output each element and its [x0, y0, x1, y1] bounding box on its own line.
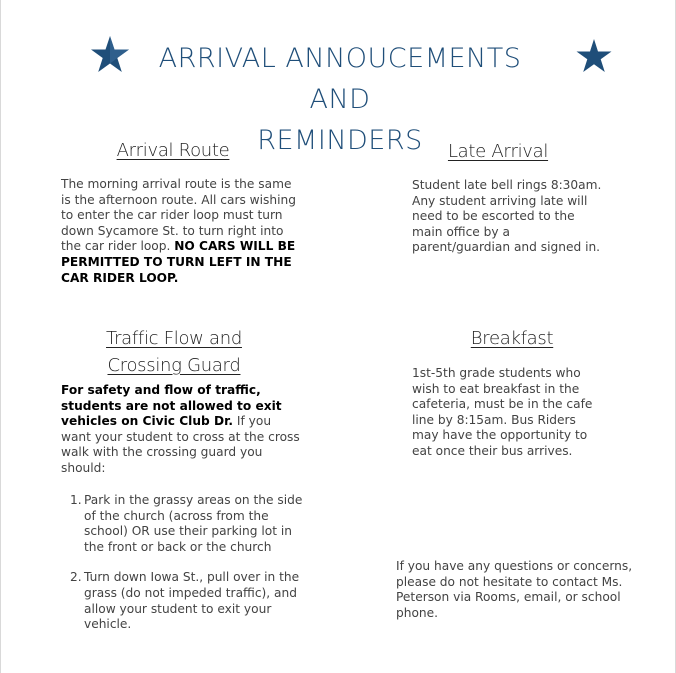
list-item-number: 1. [70, 493, 82, 507]
page-edge-left [0, 0, 1, 673]
arrival-route-text [61, 177, 301, 286]
late-arrival-heading: Late Arrival [447, 141, 549, 162]
traffic-heading-line-1: Traffic Flow and [106, 328, 242, 349]
arrival-route-body: The morning arrival route is the same is the afternoon route. All cars wishing to enter the car rider loop must turn down Sycamore St. to turn right into the car rider loop. [61, 177, 296, 254]
traffic-rule: For safety and flow of traffic, students are not allowed to exit vehicles on Civic Club Dr. [61, 383, 282, 429]
star-icon [574, 37, 614, 77]
list-item [70, 493, 310, 555]
list-item-text: Turn down Iowa St., pull over in the grass (do not impeded traffic), and allow your student to exit your vehicle. [84, 570, 300, 632]
breakfast-heading: Breakfast [470, 328, 554, 349]
title-line-1: ARRIVAL ANNOUCEMENTS AND [158, 43, 522, 115]
star-icon [88, 34, 132, 76]
arrival-route-heading: Arrival Route [116, 140, 230, 161]
traffic-body: If you want your student to cross at the cross walk with the crossing guard you should: [61, 414, 300, 475]
traffic-text [61, 383, 301, 477]
breakfast-text: 1st-5th grade students who wish to eat breakfast in the cafeteria, must be in the cafe line by 8:15am. Bus Riders may have the opportunity to eat once their bus arrives. [412, 366, 593, 458]
list-item-number: 2. [70, 570, 82, 585]
arrival-route-warning: NO CARS WILL BE PERMITTED TO TURN LEFT IN THE CAR RIDER LOOP. [61, 239, 296, 285]
traffic-heading [74, 325, 274, 379]
traffic-options-list [70, 493, 310, 648]
contact-text: If you have any questions or concerns, please do not hesitate to contact Ms. Peterson via Rooms, email, or school phone. [396, 559, 633, 620]
list-item-text: Park in the grassy areas on the side of the church (across from the school) OR use their parking lot in the front or back or the church [84, 493, 303, 554]
late-arrival-text: Student late bell rings 8:30am. Any student arriving late will need to be escorted to the main office by a parent/guardian and signed in. [412, 178, 602, 255]
list-item [70, 570, 310, 632]
title-line-2: REMINDERS [257, 125, 423, 156]
traffic-heading-line-2: Crossing Guard [107, 355, 241, 376]
